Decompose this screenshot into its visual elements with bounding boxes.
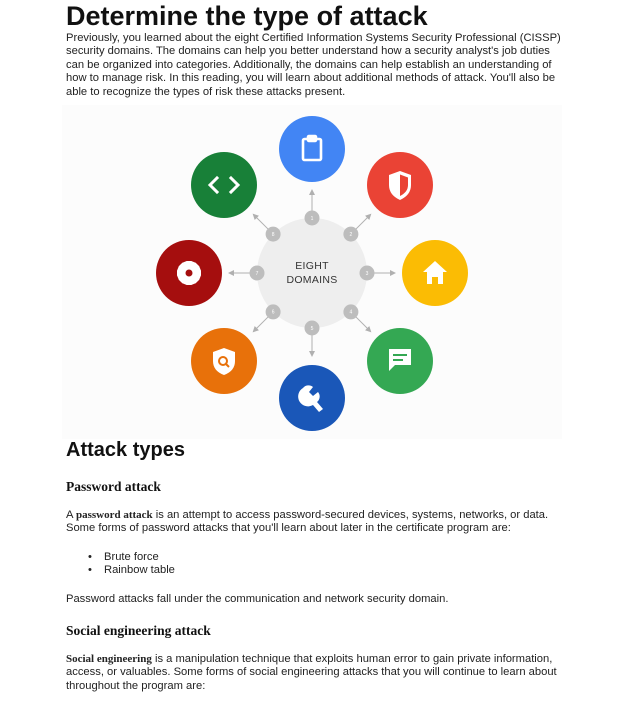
number-label: 7 [255, 270, 259, 277]
domain-1-clipboard [279, 116, 345, 182]
connector-arrow [354, 315, 369, 330]
domain-6-shield-search [191, 328, 257, 394]
connector-arrow [255, 315, 270, 330]
list-item [88, 551, 175, 564]
paragraph-line: Some forms of password attacks that you'll learn about later in the certificate program are: [66, 522, 511, 535]
domain-7-gear [156, 240, 222, 306]
intro-line: how to manage risk. In this reading, you will learn about additional methods of attack. You'll also be [66, 72, 556, 85]
list-item [88, 564, 175, 577]
social-engineering-heading: Social engineering attack [66, 623, 211, 638]
intro-line: able to recognize the types of risk these attacks present. [66, 85, 346, 98]
intro-paragraph [66, 32, 566, 99]
intro-line: Previously, you learned about the eight Certified Information Systems Security Professional (CISSP) [66, 32, 561, 44]
password-attack-heading: Password attack [66, 479, 161, 494]
hub-label-line2: DOMAINS [286, 274, 338, 286]
number-label: 1 [310, 215, 314, 222]
list-item-text: Brute force [104, 551, 159, 563]
list-item-text: Rainbow table [104, 564, 175, 577]
domain-5-wrench [279, 365, 345, 431]
paragraph-line: throughout the program are: [66, 679, 206, 692]
password-prefix: A [66, 509, 76, 521]
social-line1-rest: is a manipulation technique that exploits human error to gain private information, [151, 653, 553, 665]
connector-arrow [255, 216, 270, 231]
number-label: 4 [349, 309, 353, 316]
eight-domains-diagram [62, 105, 562, 439]
bullet-dot: • [88, 551, 92, 563]
hub-label-line1: EIGHT [295, 260, 329, 272]
domain-3-home [402, 240, 468, 306]
number-label: 2 [349, 231, 353, 238]
domain-circle [191, 152, 257, 218]
social-engineering-paragraph [66, 653, 566, 693]
domain-8-code [191, 152, 257, 218]
domain-4-chat [367, 328, 433, 394]
number-label: 5 [310, 325, 314, 332]
intro-line: can be organized into categories. Additionally, the domains can help establish an understanding of [66, 58, 552, 71]
domain-circle [279, 116, 345, 182]
password-attack-paragraph [66, 509, 566, 536]
intro-line: security domains. The domains can help you better understand how a security analyst's job duties [66, 45, 550, 58]
paragraph-line [66, 653, 566, 666]
bullet-dot: • [88, 564, 92, 577]
domain-2-shield [367, 152, 433, 218]
gear-icon [177, 261, 201, 285]
number-label: 8 [271, 231, 275, 238]
attack-types-heading: Attack types [66, 439, 185, 461]
paragraph-line [66, 509, 566, 522]
password-attack-term: password attack [75, 509, 153, 521]
paragraph-line: access, or valuables. Some forms of social engineering attacks that you will continue to learn about [66, 666, 557, 679]
page-title: Determine the type of attack [66, 1, 428, 31]
password-line1-rest: is an attempt to access password-secured devices, systems, networks, or data. [152, 509, 549, 521]
number-label: 6 [271, 309, 275, 316]
social-engineering-term: Social engineering [66, 653, 152, 665]
password-attack-list [88, 551, 175, 578]
connector-arrow [354, 216, 369, 231]
password-attack-domain-note [66, 593, 566, 606]
number-label: 3 [365, 270, 369, 277]
paragraph-line: Password attacks fall under the communication and network security domain. [66, 593, 449, 605]
